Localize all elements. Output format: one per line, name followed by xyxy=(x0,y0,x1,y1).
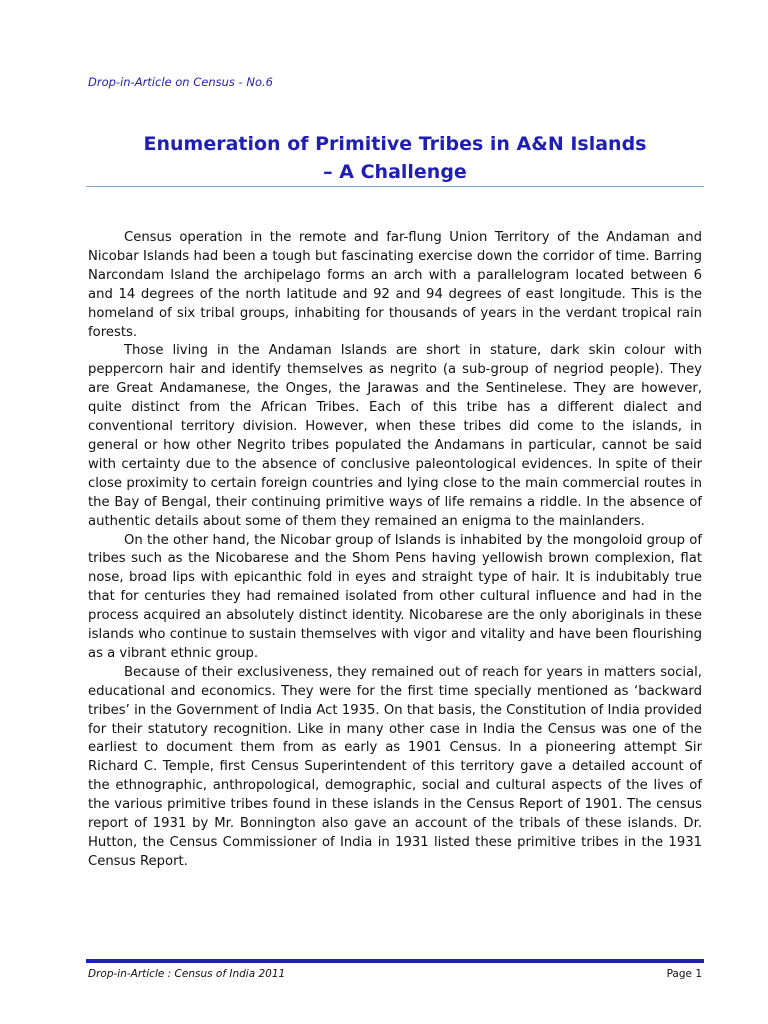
page-title xyxy=(86,130,704,186)
title-divider xyxy=(86,186,704,187)
page-number: Page 1 xyxy=(666,968,702,980)
paragraph-4: Because of their exclusiveness, they remained out of reach for years in matters social, educational and economics. They were for the first time specially mentioned as ‘backward tribes’ in the Government of India Act 1935. On that basis, the Constitution of India provided for their statutory recognition. Like in many other case in India the Census was one of the earliest to document them from as early as 1901 Census. In a pioneering attempt Sir Richard C. Temple, first Census Superintendent of this territory gave a detailed account of the ethnographic, anthropological, demographic, social and cultural aspects of the lives of the various primitive tribes found in these islands in the Census Report of 1901. The census report of 1931 by Mr. Bonnington also gave an account of the tribals of these islands. Dr. Hutton, the Census Commissioner of India in 1931 listed these primitive tribes in the 1931 Census Report. xyxy=(88,664,702,869)
article-body xyxy=(88,229,702,872)
title-line-2: – A Challenge xyxy=(323,161,467,183)
title-line-1: Enumeration of Primitive Tribes in A&N Islands xyxy=(143,133,647,155)
paragraph-1: Census operation in the remote and far-flung Union Territory of the Andaman and Nicobar Islands had been a tough but fascinating exercise down the corridor of time. Barring Narcondam Island the archipelago forms an arch with a parallelogram located between 6 and 14 degrees of the north latitude and 92 and 94 degrees of east longitude. This is the homeland of six tribal groups, inhabiting for thousands of years in the verdant tropical rain forests. xyxy=(88,230,702,340)
series-label: Drop-in-Article on Census - No.6 xyxy=(88,75,273,89)
footer-divider xyxy=(86,959,704,963)
paragraph-2: Those living in the Andaman Islands are short in stature, dark skin colour with peppercorn hair and identify themselves as negrito (a sub-group of negriod people). They are Great Andamanese, the Onges, the Jarawas and the Sentinelese. They are however, quite distinct from the African Tribes. Each of this tribe has a different dialect and conventional territory division. However, when these tribes did come to the islands, in general or how other Negrito tribes populated the Andamans in particular, cannot be said with certainty due to the absence of conclusive paleontological evidences. In spite of their close proximity to certain foreign countries and lying close to the main commercial routes in the Bay of Bengal, their continuing primitive ways of life remains a riddle. In the absence of authentic details about some of them they remained an enigma to the mainlanders. xyxy=(88,343,702,529)
paragraph-3: On the other hand, the Nicobar group of Islands is inhabited by the mongoloid group of tribes such as the Nicobarese and the Shom Pens having yellowish brown complexion, flat nose, broad lips with epicanthic fold in eyes and straight type of hair. It is indubitably true that for centuries they had remained isolated from other cultural influence and had in the process acquired an absolutely distinct identity. Nicobarese are the only aboriginals in these islands who continue to sustain themselves with vigor and vitality and have been flourishing as a vibrant ethnic group. xyxy=(88,532,702,661)
footer-publication: Drop-in-Article : Census of India 2011 xyxy=(88,968,286,980)
